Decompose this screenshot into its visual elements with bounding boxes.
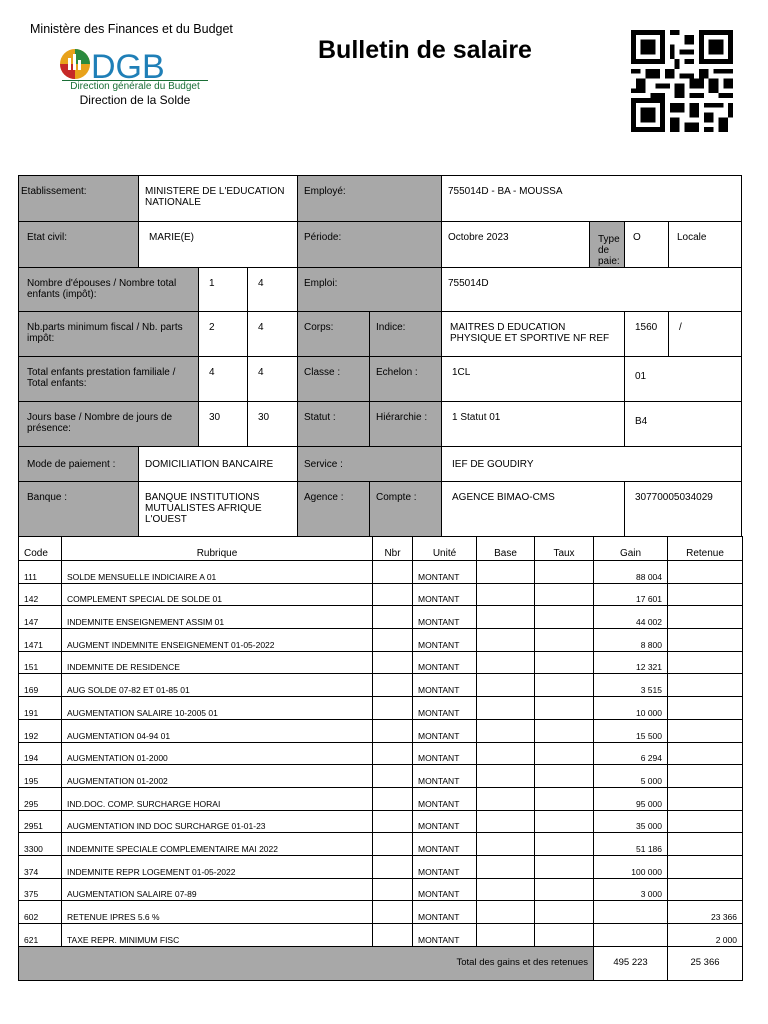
row-taux [535, 697, 594, 720]
emploi-value: 755014D [441, 267, 742, 312]
column-header-rubrique: Rubrique [62, 537, 373, 561]
row-retenue [668, 742, 743, 765]
etat-civil-value: MARIE(E) [138, 221, 298, 268]
row-gain: 3 515 [594, 674, 668, 697]
row-rubrique: RETENUE IPRES 5.6 % [62, 901, 373, 924]
table-row [19, 924, 743, 947]
row-retenue [668, 833, 743, 856]
banque-label: Banque : [18, 481, 139, 537]
row-nbr [373, 878, 413, 901]
row-rubrique: AUGMENT INDEMNITE ENSEIGNEMENT 01-05-2022 [62, 629, 373, 652]
row-unite: MONTANT [413, 697, 477, 720]
row-base [477, 629, 535, 652]
row-base [477, 878, 535, 901]
row-retenue [668, 787, 743, 810]
row-rubrique: AUGMENTATION SALAIRE 10-2005 01 [62, 697, 373, 720]
row-unite: MONTANT [413, 833, 477, 856]
table-row [19, 810, 743, 833]
row-taux [535, 833, 594, 856]
row-code: 142 [19, 583, 62, 606]
direction-name: Direction de la Solde [79, 93, 191, 107]
table-row [19, 719, 743, 742]
row-nbr [373, 901, 413, 924]
prestation-value: 4 [198, 356, 248, 402]
row-unite: MONTANT [413, 878, 477, 901]
type-paie-value: O [624, 221, 669, 268]
row-nbr [373, 583, 413, 606]
totals-row [19, 946, 743, 980]
row-unite: MONTANT [413, 787, 477, 810]
row-taux [535, 606, 594, 629]
row-code: 295 [19, 787, 62, 810]
column-header-retenue: Retenue [668, 537, 743, 561]
row-unite: MONTANT [413, 651, 477, 674]
table-row [19, 651, 743, 674]
prestation-label: Total enfants prestation familiale / Total enfants: [18, 356, 199, 402]
row-retenue [668, 674, 743, 697]
row-code: 147 [19, 606, 62, 629]
table-row [19, 855, 743, 878]
row-code: 194 [19, 742, 62, 765]
row-gain [594, 901, 668, 924]
row-nbr [373, 787, 413, 810]
table-row [19, 878, 743, 901]
classe-value: 1CL [441, 356, 625, 402]
row-taux [535, 651, 594, 674]
row-gain: 44 002 [594, 606, 668, 629]
row-taux [535, 878, 594, 901]
row-nbr [373, 855, 413, 878]
row-taux [535, 765, 594, 788]
logo-subtitle: Direction générale du Budget [62, 80, 208, 93]
table-row [19, 561, 743, 584]
row-base [477, 583, 535, 606]
etablissement-label: Etablissement: [18, 175, 139, 222]
row-code: 111 [19, 561, 62, 584]
row-rubrique: COMPLEMENT SPECIAL DE SOLDE 01 [62, 583, 373, 606]
total-gain: 495 223 [594, 946, 668, 980]
service-label: Service : [297, 446, 442, 482]
row-base [477, 765, 535, 788]
row-base [477, 901, 535, 924]
row-retenue [668, 583, 743, 606]
table-row [19, 833, 743, 856]
row-nbr [373, 651, 413, 674]
table-row [19, 765, 743, 788]
row-code: 374 [19, 855, 62, 878]
row-base [477, 742, 535, 765]
jours-label: Jours base / Nombre de jours de présence: [18, 401, 199, 447]
row-code: 2951 [19, 810, 62, 833]
indice-extra: / [668, 311, 742, 357]
corps-label: Corps: [297, 311, 370, 357]
row-retenue [668, 765, 743, 788]
jours-base-value: 30 [198, 401, 248, 447]
row-base [477, 674, 535, 697]
row-rubrique: AUG SOLDE 07-82 ET 01-85 01 [62, 674, 373, 697]
row-unite: MONTANT [413, 810, 477, 833]
periode-value: Octobre 2023 [441, 221, 590, 268]
classe-label: Classe : [297, 356, 370, 402]
row-base [477, 697, 535, 720]
echelon-value: 01 [624, 356, 742, 402]
table-row [19, 629, 743, 652]
row-unite: MONTANT [413, 629, 477, 652]
table-row [19, 583, 743, 606]
row-rubrique: TAXE REPR. MINIMUM FISC [62, 924, 373, 947]
row-nbr [373, 719, 413, 742]
nbparts-value: 4 [247, 311, 298, 357]
row-rubrique: IND.DOC. COMP. SURCHARGE HORAI [62, 787, 373, 810]
table-row [19, 787, 743, 810]
row-unite: MONTANT [413, 583, 477, 606]
row-code: 191 [19, 697, 62, 720]
etat-civil-label: Etat civil: [18, 221, 139, 268]
row-nbr [373, 765, 413, 788]
row-retenue [668, 697, 743, 720]
table-row [19, 674, 743, 697]
row-base [477, 651, 535, 674]
agence-value: AGENCE BIMAO-CMS [441, 481, 625, 537]
row-rubrique: INDEMNITE ENSEIGNEMENT ASSIM 01 [62, 606, 373, 629]
row-retenue [668, 561, 743, 584]
row-gain: 17 601 [594, 583, 668, 606]
row-retenue [668, 810, 743, 833]
row-unite: MONTANT [413, 901, 477, 924]
table-row [19, 901, 743, 924]
row-retenue [668, 855, 743, 878]
column-header-gain: Gain [594, 537, 668, 561]
nbparts-label: Nb.parts minimum fiscal / Nb. parts impôt: [18, 311, 199, 357]
hierarchie-value: B4 [624, 401, 742, 447]
row-base [477, 561, 535, 584]
epouses-label: Nombre d'épouses / Nombre total enfants (impôt): [18, 267, 199, 312]
row-taux [535, 924, 594, 947]
row-code: 3300 [19, 833, 62, 856]
row-nbr [373, 561, 413, 584]
service-value: IEF DE GOUDIRY [441, 446, 742, 482]
row-gain: 95 000 [594, 787, 668, 810]
row-taux [535, 719, 594, 742]
hierarchie-label: Hiérarchie : [369, 401, 442, 447]
row-taux [535, 901, 594, 924]
row-unite: MONTANT [413, 561, 477, 584]
row-rubrique: AUGMENTATION 01-2002 [62, 765, 373, 788]
row-gain: 6 294 [594, 742, 668, 765]
enfants-impot-value: 4 [247, 267, 298, 312]
type-paie-label: Type de paie: [589, 221, 625, 268]
nbparts-min-value: 2 [198, 311, 248, 357]
employe-value: 755014D - BA - MOUSSA [441, 175, 742, 222]
row-code: 195 [19, 765, 62, 788]
etablissement-value: MINISTERE DE L'EDUCATION NATIONALE [138, 175, 298, 222]
row-gain: 15 500 [594, 719, 668, 742]
row-nbr [373, 924, 413, 947]
row-code: 1471 [19, 629, 62, 652]
table-row [19, 742, 743, 765]
column-header-nbr: Nbr [373, 537, 413, 561]
statut-label: Statut : [297, 401, 370, 447]
echelon-label: Echelon : [369, 356, 442, 402]
column-header-taux: Taux [535, 537, 594, 561]
mode-paiement-value: DOMICILIATION BANCAIRE [138, 446, 298, 482]
row-gain: 51 186 [594, 833, 668, 856]
column-header-unite: Unité [413, 537, 477, 561]
row-retenue: 23 366 [668, 901, 743, 924]
qr-code-icon [628, 30, 736, 132]
compte-label: Compte : [369, 481, 442, 537]
periode-label: Période: [297, 221, 442, 268]
row-rubrique: SOLDE MENSUELLE INDICIAIRE A 01 [62, 561, 373, 584]
row-nbr [373, 697, 413, 720]
epouses-value: 1 [198, 267, 248, 312]
row-unite: MONTANT [413, 765, 477, 788]
table-row [19, 697, 743, 720]
row-retenue [668, 651, 743, 674]
indice-label: Indice: [369, 311, 442, 357]
row-retenue [668, 878, 743, 901]
row-code: 602 [19, 901, 62, 924]
row-taux [535, 561, 594, 584]
table-row [19, 606, 743, 629]
row-unite: MONTANT [413, 674, 477, 697]
row-taux [535, 810, 594, 833]
employe-label: Employé: [297, 175, 442, 222]
row-rubrique: INDEMNITE DE RESIDENCE [62, 651, 373, 674]
row-gain: 10 000 [594, 697, 668, 720]
row-rubrique: AUGMENTATION IND DOC SURCHARGE 01-01-23 [62, 810, 373, 833]
row-gain: 88 004 [594, 561, 668, 584]
row-unite: MONTANT [413, 606, 477, 629]
row-retenue [668, 606, 743, 629]
agence-label: Agence : [297, 481, 370, 537]
row-base [477, 787, 535, 810]
row-gain: 5 000 [594, 765, 668, 788]
row-nbr [373, 674, 413, 697]
row-base [477, 924, 535, 947]
logo-text: DGB [91, 48, 165, 86]
total-retenue: 25 366 [668, 946, 743, 980]
row-code: 151 [19, 651, 62, 674]
row-nbr [373, 810, 413, 833]
row-nbr [373, 742, 413, 765]
row-taux [535, 787, 594, 810]
mode-paiement-label: Mode de paiement : [18, 446, 139, 482]
row-code: 192 [19, 719, 62, 742]
row-gain: 100 000 [594, 855, 668, 878]
column-header-base: Base [477, 537, 535, 561]
row-retenue: 2 000 [668, 924, 743, 947]
row-code: 169 [19, 674, 62, 697]
indice-value: 1560 [624, 311, 669, 357]
table-header-row [19, 537, 743, 561]
row-retenue [668, 719, 743, 742]
row-base [477, 833, 535, 856]
row-base [477, 606, 535, 629]
row-gain: 3 000 [594, 878, 668, 901]
statut-value: 1 Statut 01 [441, 401, 625, 447]
row-code: 621 [19, 924, 62, 947]
ministry-name: Ministère des Finances et du Budget [30, 22, 233, 36]
row-taux [535, 583, 594, 606]
row-rubrique: AUGMENTATION 04-94 01 [62, 719, 373, 742]
row-rubrique: AUGMENTATION 01-2000 [62, 742, 373, 765]
row-nbr [373, 629, 413, 652]
type-paie-locale: Locale [668, 221, 742, 268]
emploi-label: Emploi: [297, 267, 442, 312]
banque-value: BANQUE INSTITUTIONS MUTUALISTES AFRIQUE L'OUEST [138, 481, 298, 537]
row-rubrique: INDEMNITE REPR LOGEMENT 01-05-2022 [62, 855, 373, 878]
row-unite: MONTANT [413, 719, 477, 742]
row-base [477, 855, 535, 878]
corps-value: MAITRES D EDUCATION PHYSIQUE ET SPORTIVE NF REF [441, 311, 625, 357]
row-base [477, 810, 535, 833]
row-unite: MONTANT [413, 742, 477, 765]
row-taux [535, 629, 594, 652]
jours-presence-value: 30 [247, 401, 298, 447]
row-nbr [373, 606, 413, 629]
row-rubrique: INDEMNITE SPECIALE COMPLEMENTAIRE MAI 2022 [62, 833, 373, 856]
row-taux [535, 674, 594, 697]
row-unite: MONTANT [413, 855, 477, 878]
row-gain: 8 800 [594, 629, 668, 652]
row-unite: MONTANT [413, 924, 477, 947]
row-gain [594, 924, 668, 947]
row-base [477, 719, 535, 742]
column-header-code: Code [19, 537, 62, 561]
row-taux [535, 855, 594, 878]
row-rubrique: AUGMENTATION SALAIRE 07-89 [62, 878, 373, 901]
row-retenue [668, 629, 743, 652]
row-gain: 12 321 [594, 651, 668, 674]
document-title: Bulletin de salaire [318, 36, 532, 64]
payslip-items-table [18, 536, 743, 981]
total-enfants-value: 4 [247, 356, 298, 402]
row-taux [535, 742, 594, 765]
row-nbr [373, 833, 413, 856]
row-code: 375 [19, 878, 62, 901]
compte-value: 30770005034029 [624, 481, 742, 537]
totals-label: Total des gains et des retenues [19, 946, 594, 980]
row-gain: 35 000 [594, 810, 668, 833]
